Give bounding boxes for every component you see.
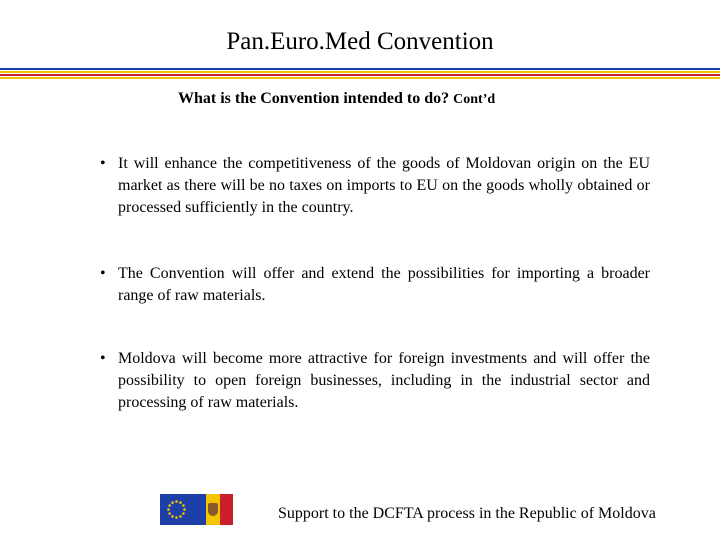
bullet-list	[100, 153, 650, 414]
stripe-4	[0, 77, 720, 79]
bullet-item	[100, 348, 650, 414]
eu-flag-icon	[160, 494, 193, 525]
bullet-text: Moldova will become more attractive for foreign investments and will offer the possibility to open foreign businesses, including in the industrial sector and processing of raw materials.	[118, 350, 650, 411]
flag-band-red	[220, 494, 233, 525]
stripe-1	[0, 68, 720, 70]
bullet-text: It will enhance the competitiveness of the goods of Moldovan origin on the EU market as there will be no taxes on imports to EU on the goods wholly obtained or processed sufficiently in the country.	[118, 155, 650, 216]
bullet-dot: •	[100, 265, 106, 282]
slide-subtitle	[178, 88, 495, 111]
bullet-text: The Convention will offer and extend the possibilities for importing a broader range of raw materials.	[118, 265, 650, 304]
stripe-3	[0, 74, 720, 76]
moldova-flag-icon	[193, 494, 233, 525]
slide-title: Pan.Euro.Med Convention	[226, 28, 494, 55]
bullet-dot: •	[100, 155, 106, 172]
bullet-item	[100, 263, 650, 307]
footer-flags	[160, 494, 233, 525]
flag-band-blue	[193, 494, 206, 525]
subtitle-main: What is the Convention intended to do?	[178, 90, 450, 107]
bullet-dot: •	[100, 350, 106, 367]
footer-text: Support to the DCFTA process in the Republic of Moldova	[278, 505, 656, 522]
stripe-2	[0, 71, 720, 73]
bullet-item	[100, 153, 650, 219]
subtitle-suffix: Cont’d	[453, 92, 496, 107]
coat-of-arms-icon	[208, 503, 218, 516]
decorative-stripes	[0, 68, 720, 80]
